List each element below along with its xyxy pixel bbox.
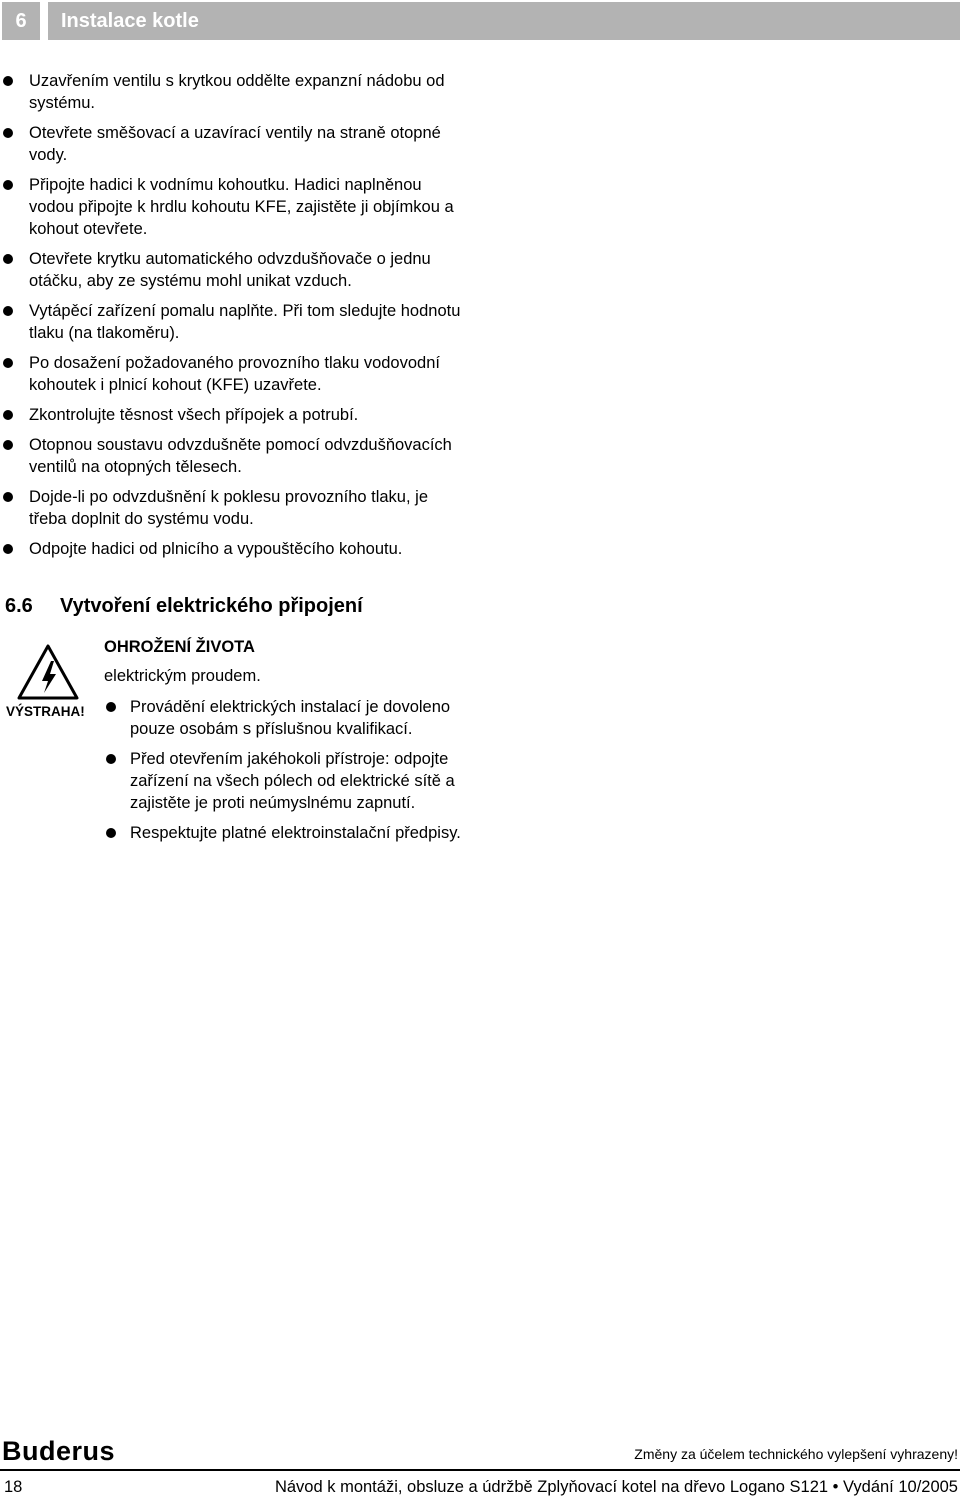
list-item [0, 122, 470, 166]
list-item-text: Po dosažení požadovaného provozního tlaku vodovodní kohoutek i plnicí kohout (KFE) uzavřete. [29, 354, 440, 394]
bullet-icon [3, 180, 13, 190]
list-item [0, 248, 470, 292]
bullet-icon [106, 828, 116, 838]
bullet-icon [3, 306, 13, 316]
document-title: Návod k montáži, obsluze a údržbě Zplyňovací kotel na dřevo Logano S121 • Vydání 10/2005 [274, 1478, 958, 1496]
list-item-text: Otopnou soustavu odvzdušněte pomocí odvzdušňovacích ventilů na otopných tělesech. [29, 436, 452, 476]
bullet-icon [3, 410, 13, 420]
warning-subheading: elektrickým proudem. [104, 667, 261, 685]
section-number: 6.6 [5, 595, 33, 617]
warning-label: VÝSTRAHA! [6, 704, 85, 719]
bullet-icon [3, 76, 13, 86]
list-item [104, 696, 464, 740]
list-item-text: Otevřete krytku automatického odvzdušňovače o jednu otáčku, aby ze systému mohl unikat vzduch. [29, 250, 431, 290]
instruction-list [0, 70, 470, 568]
list-item-text: Dojde-li po odvzdušnění k poklesu provozního tlaku, je třeba doplnit do systému vodu. [29, 488, 428, 528]
high-voltage-warning-icon [16, 643, 80, 701]
footer-note: Změny za účelem technického vylepšení vyhrazeny! [634, 1446, 958, 1462]
bullet-icon [106, 702, 116, 712]
chapter-title: Instalace kotle [48, 2, 960, 40]
list-item [0, 300, 470, 344]
list-item-text: Vytápěcí zařízení pomalu naplňte. Při tom sledujte hodnotu tlaku (na tlakoměru). [29, 302, 461, 342]
bullet-icon [3, 492, 13, 502]
list-item-text: Odpojte hadici od plnicího a vypouštěcího kohoutu. [29, 540, 403, 558]
list-item-text: Uzavřením ventilu s krytkou oddělte expanzní nádobu od systému. [29, 72, 445, 112]
bullet-icon [106, 754, 116, 764]
list-item [104, 822, 464, 844]
list-item [0, 434, 470, 478]
list-item [0, 486, 470, 530]
section-title: Vytvoření elektrického připojení [60, 595, 363, 617]
list-item-text: Připojte hadici k vodnímu kohoutku. Hadici naplněnou vodou připojte k hrdlu kohoutu KFE, zajistěte ji objímkou a kohout otevřete. [29, 176, 454, 238]
bullet-icon [3, 358, 13, 368]
warning-list [104, 696, 464, 852]
list-item-text: Provádění elektrických instalací je dovoleno pouze osobám s příslušnou kvalifikací. [130, 698, 451, 738]
bullet-icon [3, 128, 13, 138]
bullet-icon [3, 544, 13, 554]
list-item [104, 748, 464, 814]
list-item [0, 352, 470, 396]
list-item [0, 538, 470, 560]
brand-logo: Buderus [2, 1436, 116, 1466]
bullet-icon [3, 440, 13, 450]
list-item-text: Před otevřením jakéhokoli přístroje: odpojte zařízení na všech pólech od elektrické sítě a zajistěte je proti neúmyslnému zapnutí. [130, 750, 455, 812]
list-item-text: Zkontrolujte těsnost všech přípojek a potrubí. [29, 406, 359, 424]
footer-divider [0, 1469, 960, 1471]
list-item-text: Respektujte platné elektroinstalační předpisy. [130, 824, 461, 842]
list-item [0, 70, 470, 114]
section-heading [5, 595, 363, 618]
chapter-number: 6 [2, 2, 40, 40]
page-number: 18 [4, 1478, 23, 1496]
list-item [0, 404, 470, 426]
warning-heading: OHROŽENÍ ŽIVOTA [104, 638, 255, 656]
bullet-icon [3, 254, 13, 264]
list-item-text: Otevřete směšovací a uzavírací ventily na straně otopné vody. [29, 124, 441, 164]
list-item [0, 174, 470, 240]
